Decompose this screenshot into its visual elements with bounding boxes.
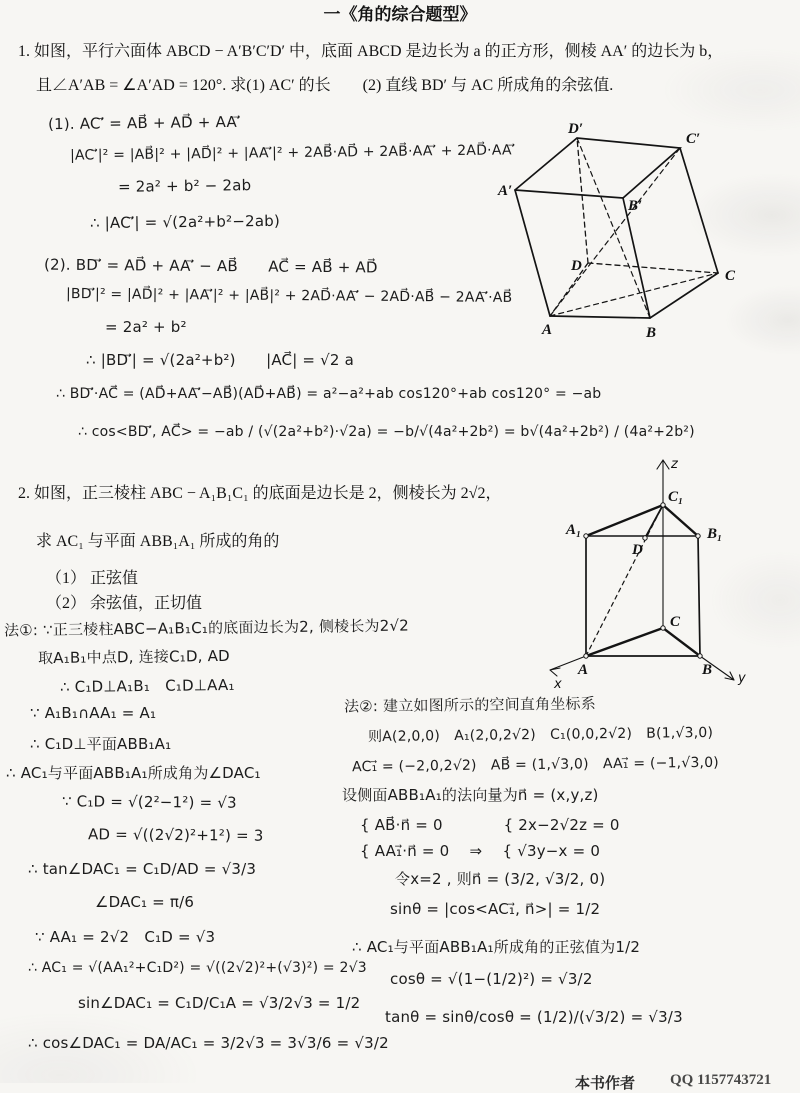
method1-line: ∴ tan∠DAC₁ = C₁D/AD = √3/3 bbox=[28, 860, 257, 878]
method1-line: ∵ AA₁ = 2√2 C₁D = √3 bbox=[35, 928, 216, 946]
vertex-label-A1: A₁ bbox=[566, 522, 582, 538]
prism-figure bbox=[540, 438, 750, 693]
vertex-label-Bp: B′ bbox=[628, 198, 643, 214]
problem1-line1: 1. 如图，平行六面体 ABCD − A′B′C′D′ 中，底面 ABCD 是边长为 a 的正方形，侧棱 AA′ 的边长为 b， bbox=[18, 43, 724, 60]
method1-line: sin∠DAC₁ = C₁D/C₁A = √3/2√3 = 1/2 bbox=[78, 994, 361, 1012]
method1-line: ∠DAC₁ = π/6 bbox=[95, 893, 195, 911]
vertex-label-C1: C₁ bbox=[668, 489, 684, 505]
dot-b bbox=[698, 654, 702, 658]
z-axis bbox=[657, 460, 669, 628]
parallelepiped-edges bbox=[515, 138, 718, 318]
dot-d bbox=[643, 536, 647, 540]
footer-author: 本书作者 bbox=[575, 1076, 636, 1092]
vertex-label-B1: B₁ bbox=[707, 526, 723, 542]
page-title: 一《角的综合题型》 bbox=[323, 5, 477, 24]
problem1-line2: 且∠A′AB = ∠A′AD = 120°. 求(1) AC′ 的长 (2) 直线 BD′ 与 AC 所成角的余弦值. bbox=[36, 77, 614, 94]
method1-line: 取A₁B₁中点D, 连接C₁D, AD bbox=[37, 646, 230, 668]
vertex-label-Dp: D′ bbox=[568, 121, 584, 137]
vertex-label-A: A bbox=[542, 322, 553, 338]
prism-edges bbox=[586, 505, 700, 656]
method1-line: AD = √((2√2)²+1²) = 3 bbox=[87, 825, 264, 845]
sol2-line: = 2a² + b² bbox=[105, 318, 187, 336]
vertex-label-B: B bbox=[702, 662, 713, 678]
dot-a bbox=[584, 654, 588, 658]
parallelepiped-figure bbox=[498, 118, 738, 353]
vertex-label-A: A bbox=[578, 662, 589, 678]
sol1-line: |AC′⃗|² = |AB⃗|² + |AD⃗|² + |AA′⃗|² + 2AB⃗·AD⃗ + 2AB⃗·AA′⃗ + 2AD⃗·AA′⃗ bbox=[69, 142, 516, 164]
vertex-label-Ap: A′ bbox=[498, 183, 513, 199]
sol2-line: (2). BD′⃗ = AD⃗ + AA′⃗ − AB⃗ AC⃗ = AB⃗ + AD⃗ bbox=[43, 255, 378, 277]
x-axis-label: x bbox=[554, 677, 562, 692]
dot-c1 bbox=[661, 503, 665, 507]
vertex-label-C: C bbox=[670, 614, 681, 630]
method1-line: ∵ C₁D = √(2²−1²) = √3 bbox=[61, 792, 237, 812]
y-axis-label: y bbox=[738, 671, 746, 686]
prism-axes bbox=[550, 460, 734, 680]
method2-line: 则A(2,0,0) A₁(2,0,2√2) C₁(0,0,2√2) B(1,√3,0) bbox=[367, 724, 714, 746]
top-triangle-front bbox=[586, 505, 698, 536]
diagonals-dashed bbox=[550, 138, 718, 318]
method2-line: sinθ = |cos<AC₁⃗, n⃗>| = 1/2 bbox=[390, 900, 601, 918]
vertex-label-D: D bbox=[632, 542, 643, 558]
method1-line: ∴ cos∠DAC₁ = DA/AC₁ = 3/2√3 = 3√3/6 = √3/2 bbox=[28, 1034, 389, 1052]
problem2-line1: 2. 如图，正三棱柱 ABC − A₁B₁C₁ 的底面是边长是 2，侧棱长为 2√2， bbox=[18, 485, 502, 502]
method1-line: ∴ AC₁ = √(AA₁²+C₁D²) = √((2√2)²+(√3)²) = 2√3 bbox=[28, 960, 367, 976]
bottom-triangle-back bbox=[586, 628, 700, 656]
dot-c bbox=[661, 626, 665, 630]
sol1-line: ∴ |AC′⃗| = √(2a²+b²−2ab) bbox=[89, 211, 281, 233]
dot-b1 bbox=[696, 534, 700, 538]
z-axis-label: z bbox=[671, 457, 678, 472]
method2-line: 法②: 建立如图所示的空间直角坐标系 bbox=[343, 694, 596, 716]
lateral-edges bbox=[586, 536, 700, 656]
sol1-line: (1). AC′⃗ = AB⃗ + AD⃗ + AA′⃗ bbox=[47, 112, 241, 134]
method1-line: ∴ C₁D⊥A₁B₁ C₁D⊥AA₁ bbox=[59, 675, 235, 697]
vertex-label-Cp: C′ bbox=[686, 131, 701, 147]
method1-line: ∴ C₁D⊥平面ABB₁A₁ bbox=[30, 735, 172, 753]
method2-line: AC₁⃗ = (−2,0,2√2) AB⃗ = (1,√3,0) AA₁⃗ = (−1,√3,0) bbox=[351, 754, 720, 776]
sol2-line: ∴ cos<BD′⃗, AC⃗> = −ab / (√(2a²+b²)·√2a) = −b/√(4a²+2b²) = b√(4a²+2b²) / (4a²+2b²) bbox=[78, 424, 695, 440]
vertex-label-C: C bbox=[725, 268, 736, 284]
footer-qq: QQ 1157743721 bbox=[670, 1072, 772, 1088]
sol2-line: ∴ BD′⃗·AC⃗ = (AD⃗+AA′⃗−AB⃗)(AD⃗+AB⃗) = a²−a²+ab cos120°+ab cos120° = −ab bbox=[56, 386, 602, 402]
method2-line: tanθ = sinθ/cosθ = (1/2)/(√3/2) = √3/3 bbox=[385, 1008, 683, 1026]
method1-line: ∴ AC₁与平面ABB₁A₁所成角为∠DAC₁ bbox=[6, 764, 261, 782]
sol2-line: ∴ |BD′⃗| = √(2a²+b²) |AC⃗| = √2 a bbox=[86, 351, 355, 369]
method2-line: { AB⃗·n⃗ = 0 { 2x−2√2z = 0 bbox=[360, 816, 620, 834]
method2-line: 令x=2 , 则n⃗ = (3/2, √3/2, 0) bbox=[395, 870, 606, 888]
problem2-item1: （1） 正弦值 bbox=[46, 570, 139, 587]
method1-line: 法①: ∵正三棱柱ABC−A₁B₁C₁的底面边长为2, 侧棱长为2√2 bbox=[3, 616, 410, 640]
method1-line: ∵ A₁B₁∩AA₁ = A₁ bbox=[30, 704, 157, 722]
method2-line: { AA₁⃗·n⃗ = 0 ⇒ { √3y−x = 0 bbox=[360, 842, 601, 860]
method2-line: ∴ AC₁与平面ABB₁A₁所成角的正弦值为1/2 bbox=[352, 938, 641, 956]
vertex-label-B: B bbox=[646, 325, 657, 341]
vertex-label-D: D bbox=[571, 258, 582, 274]
method2-line: 设侧面ABB₁A₁的法向量为n⃗ = (x,y,z) bbox=[342, 786, 599, 804]
problem2-item2: （2） 余弦值，正切值 bbox=[46, 595, 203, 612]
dot-a1 bbox=[584, 534, 588, 538]
method2-line: cosθ = √(1−(1/2)²) = √3/2 bbox=[390, 970, 593, 988]
problem2-line2: 求 AC₁ 与平面 ABB₁A₁ 所成的角的 bbox=[36, 533, 280, 550]
sol2-line: |BD′⃗|² = |AD⃗|² + |AA′⃗|² + |AB⃗|² + 2AD⃗·AA′⃗ − 2AD⃗·AB⃗ − 2AA′⃗·AB⃗ bbox=[65, 286, 513, 306]
sol1-line: = 2a² + b² − 2ab bbox=[117, 176, 252, 196]
